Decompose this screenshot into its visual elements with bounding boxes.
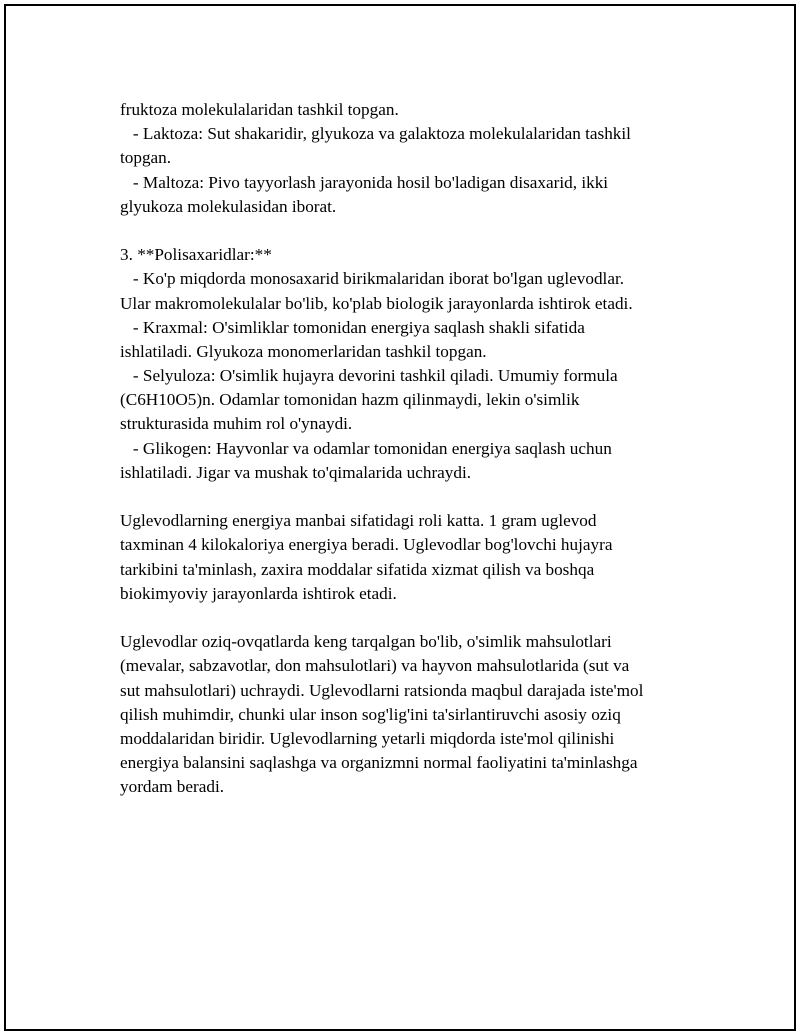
paragraph-spacer	[120, 485, 700, 509]
section-heading: 3. **Polisaxaridlar:**	[120, 245, 272, 265]
paragraph-spacer	[120, 219, 700, 243]
text-line: strukturasida muhim rol o'ynaydi.	[120, 414, 353, 434]
paragraph-polysaccharides	[120, 243, 700, 485]
text-line: Uglevodlarning energiya manbai sifatidagi roli katta. 1 gram uglevod	[120, 511, 597, 531]
text-line: - Kraxmal: O'simliklar tomonidan energiya saqlash shakli sifatida	[120, 317, 585, 337]
text-line: glyukoza molekulasidan iborat.	[120, 196, 337, 216]
text-line: - Maltoza: Pivo tayyorlash jarayonida hosil bo'ladigan disaxarid, ikki	[120, 172, 609, 192]
text-line: Ular makromolekulalar bo'lib, ko'plab biologik jarayonlarda ishtirok etadi.	[120, 293, 633, 313]
text-line: ishlatiladi. Glyukoza monomerlaridan tashkil topgan.	[120, 341, 487, 361]
text-line: - Glikogen: Hayvonlar va odamlar tomonidan energiya saqlash uchun	[120, 438, 612, 458]
text-line: (C6H10O5)n. Odamlar tomonidan hazm qilinmaydi, lekin o'simlik	[120, 390, 580, 410]
text-line: biokimyoviy jarayonlarda ishtirok etadi.	[120, 583, 397, 603]
paragraph-disaccharides	[120, 98, 700, 219]
text-line: moddalaridan biridir. Uglevodlarning yetarli miqdorda iste'mol qilinishi	[120, 728, 615, 748]
text-line: topgan.	[120, 148, 172, 168]
paragraph-food-sources	[120, 630, 700, 799]
text-line: sut mahsulotlari) uchraydi. Uglevodlarni ratsionda maqbul darajada iste'mol	[120, 680, 644, 700]
text-line: Uglevodlar oziq-ovqatlarda keng tarqalgan bo'lib, o'simlik mahsulotlari	[120, 632, 612, 652]
text-line: - Ko'p miqdorda monosaxarid birikmalaridan iborat bo'lgan uglevodlar.	[120, 269, 625, 289]
text-line: fruktoza molekulalaridan tashkil topgan.	[120, 100, 399, 119]
text-line: (mevalar, sabzavotlar, don mahsulotlari) va hayvon mahsulotlarida (sut va	[120, 656, 630, 676]
document-page	[4, 4, 796, 1031]
text-line: tarkibini ta'minlash, zaxira moddalar sifatida xizmat qilish va boshqa	[120, 559, 595, 579]
text-line: yordam beradi.	[120, 777, 225, 797]
text-line: - Selyuloza: O'simlik hujayra devorini tashkil qiladi. Umumiy formula	[120, 366, 618, 386]
document-body	[120, 98, 700, 799]
text-line: qilish muhimdir, chunki ular inson sog'lig'ini ta'sirlantiruvchi asosiy oziq	[120, 704, 621, 724]
text-line: ishlatiladi. Jigar va mushak to'qimalarida uchraydi.	[120, 462, 472, 482]
paragraph-energy-role	[120, 509, 700, 606]
text-line: energiya balansini saqlashga va organizmni normal faoliyatini ta'minlashga	[120, 753, 638, 773]
paragraph-spacer	[120, 606, 700, 630]
text-line: - Laktoza: Sut shakaridir, glyukoza va galaktoza molekulalaridan tashkil	[120, 124, 631, 144]
text-line: taxminan 4 kilokaloriya energiya beradi. Uglevodlar bog'lovchi hujayra	[120, 535, 613, 555]
